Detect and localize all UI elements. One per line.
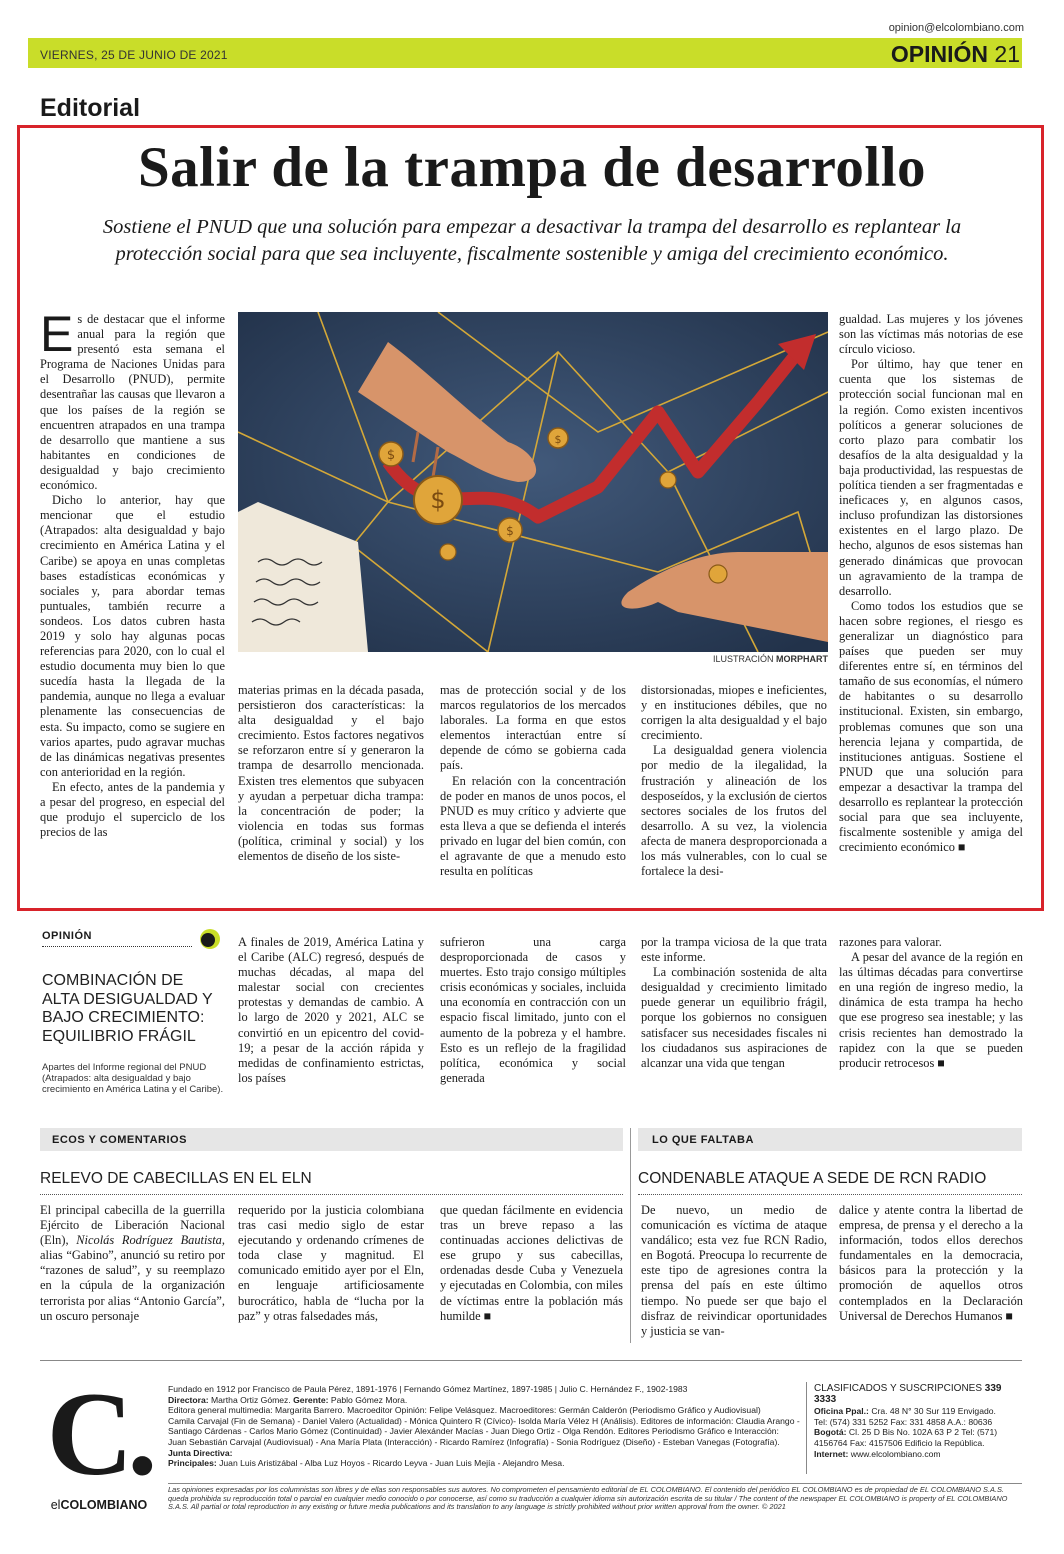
bogota-label: Bogotá: — [814, 1427, 847, 1438]
internet-label: Internet: — [814, 1448, 849, 1459]
editorial-label: Editorial — [40, 94, 141, 122]
contact-email[interactable]: opinion@elcolombiano.com — [888, 22, 1024, 34]
editorial-column-2 — [238, 683, 424, 864]
bogota-line — [814, 1427, 1024, 1438]
gerente-name: Pablo Gómez Mora. — [330, 1394, 408, 1405]
editorial-paragraph: distorsionadas, miopes e ineficientes, y en instituciones débiles, que no corrigen la alta desigualdad y el bajo crecimiento. — [641, 683, 827, 743]
masthead-contact — [814, 1384, 1024, 1459]
logo-prefix: el — [50, 1498, 61, 1512]
disclaimer: Las opiniones expresadas por los columnistas son libres y de ellas son responsables sus autores. No comprometen el pensamiento editorial de EL COLOMBIANO. El contenido del periódico EL COLOMBIANO es de propiedad de EL COLOMBIANO S.A.S. queda prohibida su reproducción total o parcial en cualquier medio conocido o por conocerse, así como su traducción a cualquier idioma sin autorización escrita de su titular / The content of the newspaper EL COLOMBIANO is property of EL COLOMBIANO S.A.S. All partial or total reproduction in any existing or future media publications and its translation to any language is strictly prohibited without prior written approval from the owner. © 2021 — [168, 1485, 1008, 1512]
editorial-paragraph: gualdad. Las mujeres y los jóvenes son las víctimas más notorias de ese círculo vicioso. — [839, 312, 1023, 357]
directora-name: Martha Ortiz Gómez. — [210, 1394, 291, 1405]
ecos-column-3 — [440, 1203, 623, 1324]
opinion-paragraph: razones para valorar. — [839, 935, 942, 949]
issue-date: VIERNES, 25 DE JUNIO DE 2021 — [40, 48, 228, 62]
editorial-column-1 — [40, 306, 225, 840]
faltaba-tag: LO QUE FALTABA — [652, 1134, 754, 1146]
ecos-text: El principal cabecilla de la guerrilla Ejército de Liberación Nacional (Eln), — [40, 1203, 225, 1248]
opinion-paragraph: sufrieron una carga desproporcionada de casos y muertes. Esto trajo consigo múltiples crisis económicas y sociales, incluida una economía en contracción con un espacio fiscal limitado, junto con el aumento de la pobreza y el hambre. Esto es un reflejo de la fragilidad política, económica y social generada — [440, 935, 626, 1085]
ecos-title-rule — [40, 1194, 623, 1195]
opinion-column-2 — [440, 935, 626, 1086]
oficina-address: Cra. 48 N° 30 Sur 119 Envigado. — [871, 1406, 996, 1417]
column-separator — [630, 1128, 631, 1343]
principales-names: Juan Luis Aristizábal - Alba Luz Hoyos - Ricardo Leyva - Juan Luis Mejía - Alejandro Mesa. — [219, 1458, 565, 1469]
junta-label: Junta Directiva: — [168, 1447, 233, 1458]
internet-url[interactable]: www.elcolombiano.com — [850, 1448, 941, 1459]
masthead-staff — [168, 1384, 808, 1469]
faltaba-column-2 — [839, 1203, 1023, 1324]
bogota-line-2: 4156764 Fax: 4157506 Edificio la República. — [814, 1437, 985, 1448]
faltaba-paragraph: De nuevo, un medio de comunicación es víctima de ataque vandálico; esta vez fue RCN Radio, en Bogotá. Preocupa lo recurrente de este tipo de agresiones contra la prensa del país en este último tiempo. No puede ser que bajo el disfraz de reivindicar oportunidades y justicia se van- — [641, 1203, 827, 1338]
faltaba-title-rule — [638, 1194, 1022, 1195]
illustration-credit — [640, 654, 828, 664]
editorial-paragraph: En relación con la concentración de poder en manos de unos pocos, el PNUD es muy crítico y advierte que esta lleva a que se defienda el interés privado en lugar del bien común, con el agravante de que a menudo esto resulta en políticas — [440, 773, 626, 879]
editorial-paragraph: s de destacar que el informe anual para la región que presentó esta semana el Programa de Naciones Unidas para el Desarrollo (PNUD), permite desentrañar las causas que llevaron a que los países de la región se encuentren atrapados en una trampa de desarrollo que mantiene a sus habitantes en condiciones de desigualdad y bajo crecimiento económico. — [40, 312, 225, 493]
clasificados-phone: 339 3333 — [814, 1383, 1002, 1405]
editorial-paragraph: En efecto, antes de la pandemia y a pesar del progreso, en especial del que produjo el superciclo de los precios de las — [40, 779, 225, 840]
staff-line: Camila Carvajal (Fin de Semana) - Daniel Valero (Actualidad) - Mónica Quintero R (Cívico)- Isolda María Vélez H (Análisis). Editores de información: Claudia Arango - — [168, 1415, 800, 1426]
staff-line: Juan Sebastián Carvajal (Audiovisual) - Ana María Plata (Interacción) - Ricardo Ramírez (Infografía) - Sonia Rodríguez (Diseño) - Esteban Vanegas (Fotografía). — [168, 1436, 780, 1447]
gerente-label: Gerente: — [293, 1394, 329, 1405]
logo-name: COLOMBIANO — [60, 1498, 148, 1512]
editorial-column-3 — [440, 683, 626, 879]
editorial-paragraph: Como todos los estudios que se hacen sobre regiones, el riesgo es generalizar un diagnóstico para países que pueden ser muy diferentes entre sí, en términos del tamaño de sus economías, el número de habitantes o su desarrollo institucional. Existen, sin embargo, problemas comunes que son una herencia lejana y compartida, de instituciones antiguas. Sostiene el PNUD que una solución para empezar a desactivar la trampa del desarrollo es replantear la protección social para que sea incluyente, fiscalmente sostenible y amiga del crecimiento económico ■ — [839, 598, 1023, 855]
editorial-deck: Sostiene el PNUD que una solución para empezar a desactivar la trampa del desarrollo es replantear la protección social para que sea incluyente, fiscalmente sostenible y amiga del crecimiento económico. — [102, 216, 962, 265]
editorial-paragraph: Por último, hay que tener en cuenta que los sistemas de protección social funcionan mal en la región. Como existen incentivos políticos a generar soluciones de corto plazo para combatir los desafíos de la alta desigualdad y la baja productividad, las respuestas de política tienden a ser fragmentadas e ineficaces y, en algunos casos, incluso profundizan las distorsiones existentes en el largo plazo. De hecho, algunos de esos sistemas han generado dinámicas que provocan un agravamiento de la trampa de desarrollo. — [839, 357, 1023, 598]
opinion-source: Apartes del Informe regional del PNUD (Atrapados: alta desigualdad y bajo crecimiento en América Latina y el Caribe). — [42, 1062, 224, 1095]
clasificados-line — [814, 1384, 1024, 1405]
opinion-tag-rule — [42, 946, 192, 947]
editorial-paragraph: Dicho lo anterior, hay que mencionar que el estudio (Atrapados: alta desigualdad y bajo crecimiento en América Latina y el Caribe) se apoya en unas completas bases estadísticas económicas y sociales y, para abordar temas puntuales, también recurre a sondeos. Los datos cubren hasta 2019 y solo hay algunas pocas referencias para 2020, con lo cual el estudio documenta muy bien lo que sucedía hasta la llegada de la pandemia, aunque no llega a evaluar plenamente las consecuencias de esta. Su impacto, como se sugiere en varios apartes, pudo agravar muchas de las dinámicas negativas presentes con anterioridad en la región. — [40, 493, 225, 779]
editorial-paragraph: La desigualdad genera violencia por medio de la ilegalidad, la frustración y alineación de los desposeídos, y la exclusión de ciertos sectores sociales de los frutos del desarrollo. A su vez, la violencia afecta de manera desproporcionada a los más vulnerables, con lo cual se fortalece la desi- — [641, 743, 827, 879]
principales-label: Principales: — [168, 1458, 217, 1469]
svg-text:$: $ — [554, 433, 562, 446]
masthead-logo — [38, 1367, 160, 1518]
svg-text:$: $ — [430, 486, 446, 514]
opinion-paragraph: A finales de 2019, América Latina y el Caribe (ALC) regresó, después de muchas décadas, al mapa del malestar social con crecientes protestas y demandas de cambio. A lo largo de 2020 y 2021, ALC se convirtió en un epicentro del covid-19; a pesar de la acción rápida y medidas de confinamiento estrictas, los países — [238, 935, 424, 1085]
editorial-illustration — [238, 312, 828, 652]
internet-line — [814, 1449, 1024, 1460]
ecos-paragraph: que quedan fácilmente en evidencia tras un breve repaso a las continuadas acciones delictivas de ese grupo y sus cabecillas, ordenadas desde Cuba y Venezuela y ejecutadas en Colombia, con miles de víctimas entre la población más humilde ■ — [440, 1203, 623, 1323]
speech-bubble-icon — [197, 928, 221, 952]
section-name: OPINIÓN — [890, 41, 989, 67]
ecos-column-1 — [40, 1203, 225, 1324]
clasificados-label: CLASIFICADOS Y SUSCRIPCIONES — [814, 1383, 983, 1394]
logo-letter: C. — [46, 1367, 152, 1500]
opinion-title: COMBINACIÓN DE ALTA DESIGUALDAD Y BAJO CRECIMIENTO: EQUILIBRIO FRÁGIL — [42, 972, 213, 1045]
editorial-headline: Salir de la trampa de desarrollo — [137, 136, 927, 199]
directora-label: Directora: — [168, 1394, 209, 1405]
editorial-paragraph: mas de protección social y de los marcos regulatorios de los mercados laborales. La forma en que estos elementos interactúan entre sí depende de cómo se gobierna cada país. — [440, 683, 626, 773]
principales-line — [168, 1458, 808, 1469]
faltaba-title: CONDENABLE ATAQUE A SEDE DE RCN RADIO — [638, 1170, 987, 1187]
opinion-column-4 — [839, 935, 1023, 1071]
logo-wordmark — [38, 1498, 160, 1512]
credit-name: MORPHART — [776, 654, 828, 664]
section-header — [891, 40, 1020, 68]
opinion-column-1 — [238, 935, 424, 1086]
drop-cap: E — [40, 306, 74, 362]
oficina-line — [814, 1406, 1024, 1417]
opinion-paragraph: por la trampa viciosa de la que trata este informe. — [641, 935, 827, 965]
opinion-paragraph: La combinación sostenida de alta desigualdad y crecimiento limitado puede generar un equilibrio frágil, porque los gobiernos no consiguen satisfacer sus necesidades fiscales ni los ciudadanos sus aspiraciones de alcanzar una vida que tengan — [641, 965, 827, 1070]
ecos-paragraph: requerido por la justicia colombiana tras casi medio siglo de estar ejecutando y ordenando crímenes de toda clase y magnitud. El comunicado emitido ayer por el Eln, en lenguaje artificiosamente burocrático, habla de “lucha por la paz” y otras falsedades más, — [238, 1203, 424, 1323]
ecos-name: Nicolás Rodríguez Bautista — [76, 1233, 222, 1248]
svg-text:$: $ — [386, 448, 396, 463]
disclaimer-rule — [168, 1483, 1022, 1484]
ecos-text: , alias “Gabino”, anunció su retiro por “razones de salud”, y su reemplazo en la cúpula de la organización terrorista por alias “Antonio García”, un oscuro personaje — [40, 1233, 225, 1323]
opinion-tag: OPINIÓN — [42, 930, 92, 942]
opinion-column-3 — [641, 935, 827, 1071]
ecos-paragraph — [40, 1203, 225, 1324]
tel-line: Tel: (574) 331 5252 Fax: 331 4858 A.A.: 80636 — [814, 1416, 993, 1427]
masthead-vertical-rule — [806, 1382, 807, 1474]
ecos-column-2 — [238, 1203, 424, 1324]
page-number: 21 — [994, 41, 1020, 67]
opinion-paragraph: A pesar del avance de la región en las últimas décadas para convertirse en una región de ingreso medio, la dinámica de esta trampa ha hecho que ese progreso sea inestable; y las crisis recientes han demostrado la rapidez con la que se pueden producir retrocesos ■ — [839, 950, 1023, 1070]
bogota-address: Cl. 25 D Bis No. 102A 63 P 2 Tel: (571) — [848, 1427, 998, 1438]
svg-text:$: $ — [506, 524, 514, 538]
masthead-divider — [40, 1360, 1022, 1361]
founded-line: Fundado en 1912 por Francisco de Paula Pérez, 1891-1976 | Fernando Gómez Martínez, 1897-1985 | Julio C. Hernández F., 1902-1983 — [168, 1384, 688, 1394]
faltaba-column-1 — [641, 1203, 827, 1339]
editorial-column-5 — [839, 312, 1023, 855]
staff-line: Editora general multimedia: Margarita Barrero. Macroeditor Opinión: Felipe Velásquez. Macroeditores: Germán Calderón (Periodismo Gráfico y Audiovisual) — [168, 1405, 761, 1416]
oficina-label: Oficina Ppal.: — [814, 1406, 869, 1417]
ecos-tag: ECOS Y COMENTARIOS — [52, 1134, 187, 1146]
faltaba-paragraph: dalice y atente contra la libertad de empresa, de prensa y el derecho a la información, todos ellos derechos fundamentales en la democracia, básicos para la protección y la promoción de aquellos otros contemplados en la Declaración Universal de Derechos Humanos ■ — [839, 1203, 1023, 1323]
staff-line: Santiago Cárdenas - Carlos Mario Gómez (Continuidad) - Javier Alexánder Macías - Juan Diego Ortiz - Olga Rendón. Editores Periodismo Gráfico e Interacción: — [168, 1426, 779, 1437]
editorial-column-4 — [641, 683, 827, 879]
ecos-title: RELEVO DE CABECILLAS EN EL ELN — [40, 1170, 312, 1187]
credit-prefix: ILUSTRACIÓN — [712, 654, 774, 664]
editorial-paragraph: materias primas en la década pasada, persistieron dos características: la alta desigualdad y el bajo crecimiento. Estos factores negativos se reforzaron entre sí y generaron la trampa de desarrollo mencionada. Existen tres elementos que subyacen y ayudan a perpetuar dicha trampa: la concentración de poder; la violencia en todas sus formas (política, criminal y social) y los elementos de diseño de los siste- — [238, 683, 424, 864]
management-line — [168, 1395, 808, 1406]
